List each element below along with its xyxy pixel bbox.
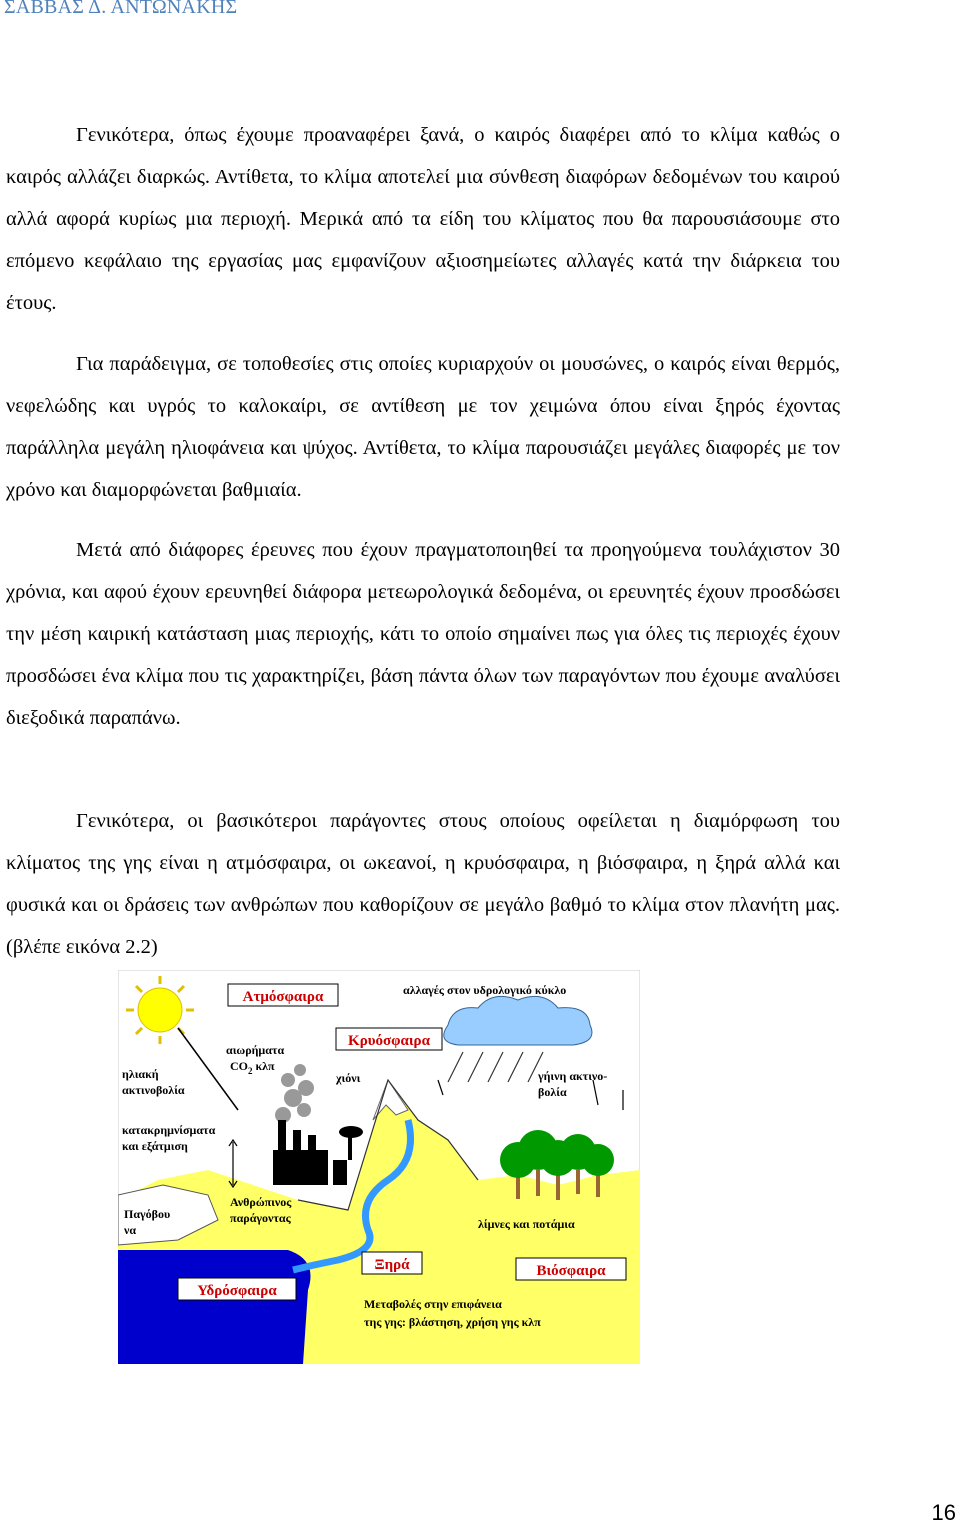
deposition-label-1: κατακρημνίσματα [122,1123,216,1137]
sun-icon [138,988,182,1032]
earth-rad-label-1: γήινη ακτινο- [538,1069,608,1083]
glaciers-label-1: Παγόβου [124,1207,171,1221]
hydrosphere-label: Υδρόσφαιρα [197,1283,277,1299]
human-label-1: Ανθρώπινος [230,1195,292,1209]
page-number: 16 [931,1500,956,1525]
climate-system-figure [118,970,640,1364]
running-header: ΣΑΒΒΑΣ Δ. ΑΝΤΩΝΑΚΗΣ [4,0,238,18]
atmosphere-label: Ατμόσφαιρα [242,989,324,1005]
land-label: Ξηρά [374,1257,410,1273]
paragraph-3: Μετά από διάφορες έρευνες που έχουν πραγματοποιηθεί τα προηγούμενα τουλάχιστον 30 χρόνια, και αφού έχουν ερευνηθεί διάφορα μετεωρολογικά δεδομένα, οι ερευνητές έχουν προσδώσει την μέση καιρική κατάσταση μιας περιοχής, κάτι το οποίο σημαίνει πως για όλες τις περιοχές έχουν προσδώσει ένα κλίμα που τις χαρακτηρίζει, βάση πάντα όλων των παραγόντων που έχουμε αναλύσει διεξοδικά παραπάνω. [6,538,840,729]
ocean [118,1250,311,1364]
earth-rad-label-2: βολία [538,1085,567,1099]
paragraph-4: Γενικότερα, οι βασικότεροι παράγοντες στους οποίους οφείλεται η διαμόρφωση του κλίματος της γης είναι η ατμόσφαιρα, οι ωκεανοί, η κρυόσφαιρα, η βιόσφαιρα, η ξηρά αλλά και φυσικά και οι δράσεις των ανθρώπων που καθορίζουν σε μεγάλο βαθμό το κλίμα στον πλανήτη μας. (βλέπε εικόνα 2.2) [6,809,840,958]
paragraph-2: Για παράδειγμα, σε τοποθεσίες στις οποίες κυριαρχούν οι μουσώνες, ο καιρός είναι θερμός, νεφελώδης και υγρός το καλοκαίρι, σε αντίθεση με τον χειμώνα όπου είναι ξηρός έχοντας παράλληλα μεγάλη ηλιοφάνεια και ψύχος. Αντίθετα, το κλίμα παρουσιάζει μεγάλες διαφορές με τον χρόνο και διαμορφώνεται βαθμιαία. [6,352,840,501]
solar-label-2: ακτινοβολία [122,1083,185,1097]
surface-label-1: Μεταβολές στην επιφάνεια [364,1297,502,1311]
aerosols-label-1: αιωρήματα [226,1043,285,1057]
lakes-label: λίμνες και ποτάμια [478,1217,575,1231]
biosphere-label: Βιόσφαιρα [536,1263,606,1279]
water-cycle-label: αλλαγές στον υδρολογικό κύκλο [403,983,567,997]
deposition-label-2: και εξάτμιση [122,1139,188,1153]
glaciers-label-2: να [124,1223,137,1237]
paragraph-1: Γενικότερα, όπως έχουμε προαναφέρει ξανά, ο καιρός διαφέρει από το κλίμα καθώς ο καιρός αλλάζει διαρκώς. Αντίθετα, το κλίμα αποτελεί μια σύνθεση διαφόρων δεδομένων του καιρού αλλά αφορά κυρίως μια περιοχή. Μερικά από τα είδη του κλίματος που θα παρουσιάσουμε στο επόμενο κεφάλαιο της εργασίας μας εμφανίζουν αξιοσημείωτες αλλαγές κατά την διάρκεια του έτους. [6,123,840,314]
human-label-2: παράγοντας [230,1211,291,1225]
snow-label: χιόνι [336,1071,361,1085]
climate-system-diagram [118,970,640,1364]
surface-label-2: της γης: βλάστηση, χρήση γης κλπ [364,1315,541,1329]
cryosphere-label: Κρυόσφαιρα [348,1033,430,1049]
solar-label-1: ηλιακή [122,1067,159,1081]
aerosols-label-2: $CO_2$ κλπ [230,1059,275,1076]
